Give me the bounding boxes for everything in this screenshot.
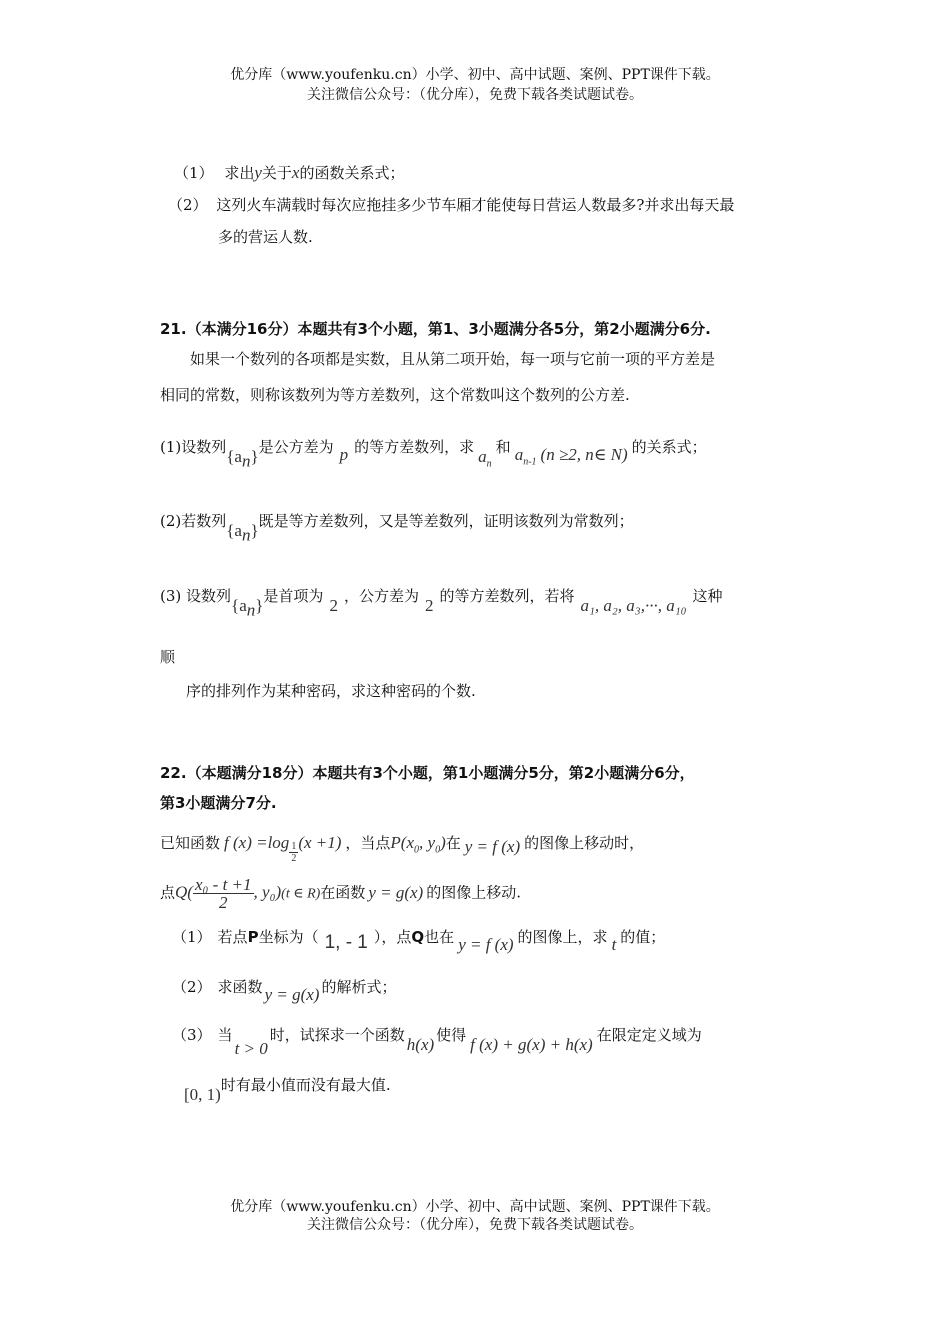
- q22-q-text: 点: [160, 883, 176, 902]
- q21-part1: [160, 436, 707, 471]
- q21-part3-shun: 顺: [160, 648, 176, 666]
- q21-part2-text: 既是等方差数列，又是等差数列，证明该数列为常数列；: [258, 512, 634, 530]
- q21-part2: [160, 510, 634, 545]
- q22-part1-text: 的值；: [620, 928, 666, 946]
- q21-part3: [160, 585, 723, 620]
- q21-part1-text: 的等方差数列，求: [354, 438, 475, 456]
- q22-given-text: 的图像上移动时，: [524, 834, 645, 852]
- q22-part1: [172, 926, 666, 954]
- point-Q: Q(: [175, 882, 193, 902]
- func-y-f: y = f (x): [458, 935, 514, 954]
- q22-part3: [172, 1024, 702, 1058]
- var-y: y: [254, 163, 262, 182]
- condition-t-positive: t > 0: [234, 1039, 268, 1058]
- q22-given: [160, 832, 645, 864]
- q20-part1-label: （1）: [174, 164, 214, 182]
- seq-an: $\{a_n\}$: [226, 521, 259, 545]
- q21-part2-text: (2)若数列: [160, 512, 227, 530]
- term-list: a₁, a₂, a₃,···, a₁₀: [580, 596, 687, 615]
- var-t: t: [611, 935, 617, 954]
- q22-part1-text: 若点: [217, 928, 248, 946]
- q22-part2-label: （2）: [172, 978, 212, 996]
- var-x: x: [291, 163, 300, 182]
- q22-given-text: 已知函数: [160, 834, 221, 852]
- term-an: $a_n$: [478, 447, 492, 470]
- seq-an: $\{a_n\}$: [231, 596, 264, 620]
- point-Q-label: Q: [411, 928, 425, 946]
- q22-title-1: 22.（本题满分18分）本题共有3个小题，第1小题满分5分，第2小题满分6分，: [160, 764, 695, 782]
- q22-given-text: 在: [445, 834, 461, 852]
- header-line-1: 优分库（www.youfenku.cn）小学、初中、高中试题、案例、PPT课件下载。: [230, 67, 720, 83]
- q21-title: 21.（本满分16分）本题共有3个小题，第1、3小题满分各5分，第2小题满分6分.: [160, 320, 711, 338]
- q21-part3-text: (3) 设数列: [160, 587, 232, 605]
- q22-part3-cont: [184, 1074, 391, 1104]
- q21-intro-1: 如果一个数列的各项都是实数，且从第二项开始，每一项与它前一项的平方差是: [190, 350, 716, 368]
- q21-part3-text: ，公方差为: [343, 587, 419, 605]
- func-y-f: y = f (x): [464, 837, 521, 856]
- q22-part1-label: （1）: [172, 928, 212, 946]
- q22-part1-text: 也在: [424, 928, 455, 946]
- func-sum: f (x) + g(x) + h(x): [470, 1035, 593, 1054]
- func-f-arg: (x +1): [298, 833, 342, 852]
- func-y-g: y = g(x): [264, 985, 320, 1004]
- q22-part3-label: （3）: [172, 1026, 212, 1044]
- footer-line-1: 优分库（www.youfenku.cn）小学、初中、高中试题、案例、PPT课件下载。: [230, 1199, 720, 1215]
- q22-q-text: 的图像上移动.: [426, 883, 521, 902]
- q22-part1-text: 的图像上，求: [517, 928, 608, 946]
- q20-part2-text: 这列火车满载时每次应拖挂多少节车厢才能使每日营运人数最多?并求出每天最: [216, 196, 735, 214]
- q-fraction: $\frac{\text{x₀ - t +1}}{2}$: [194, 875, 252, 912]
- q21-part1-text: 是公方差为: [258, 438, 334, 456]
- value-two: 2: [424, 596, 434, 615]
- point-Q-rest: , y₀): [253, 882, 282, 902]
- q22-part3-text: 当: [217, 1026, 233, 1044]
- q20-part1-text: 关于: [261, 164, 292, 182]
- q21-part1-text: 的关系式；: [631, 438, 707, 456]
- condition-n: (n ≥2, n∈ N): [540, 445, 628, 464]
- q21-intro-2: 相同的常数，则称该数列为等方差数列，这个常数叫这个数列的公方差.: [160, 386, 630, 404]
- func-f-def: f (x) =log: [224, 833, 290, 852]
- condition-t: (t ∈ R): [281, 886, 321, 902]
- term-an-1: $a_{n-1}$: [514, 445, 537, 468]
- q20-part2-cont: 多的营运人数.: [218, 228, 313, 246]
- point-P: $P(x_0$, $y_0$): [390, 833, 446, 856]
- coordinate-value: 1, - 1: [324, 932, 368, 953]
- q22-part3-text: 使得: [436, 1026, 467, 1044]
- q21-part3-cont: 序的排列作为某种密码，求这种密码的个数.: [186, 682, 476, 700]
- q22-part2-text: 求函数: [217, 978, 263, 996]
- footer-line-2: 关注微信公众号：（优分库），免费下载各类试题试卷。: [307, 1217, 643, 1233]
- q20-part2: [168, 194, 734, 215]
- seq-an: $\{a_n\}$: [226, 447, 259, 471]
- q22-part3-text: 时有最小值而没有最大值.: [220, 1076, 391, 1094]
- q22-given-text: ，当点: [345, 834, 391, 852]
- q22-part3-text: 时，试探求一个函数: [269, 1026, 405, 1044]
- q20-part1: [174, 162, 404, 183]
- q21-part3-text: 的等方差数列，若将: [439, 587, 575, 605]
- q22-part3-text: 在限定定义域为: [596, 1026, 702, 1044]
- q20-part1-text: 求出: [224, 164, 255, 182]
- q22-title-2: 第3小题满分7分.: [160, 794, 277, 812]
- interval: [0, 1): [184, 1085, 221, 1104]
- q22-q-text: 在函数: [320, 883, 366, 902]
- q22-part1-text: 坐标为（: [258, 928, 319, 946]
- q21-part1-text: 和: [495, 438, 511, 456]
- q22-point-q: [160, 876, 521, 911]
- q21-part1-text: (1)设数列: [160, 438, 227, 456]
- q20-part1-text: 的函数关系式；: [299, 164, 405, 182]
- q20-part2-label: （2）: [168, 196, 208, 214]
- value-two: 2: [329, 596, 338, 615]
- q22-part2-text: 的解析式；: [321, 978, 397, 996]
- header-line-2: 关注微信公众号：（优分库），免费下载各类试题试卷。: [307, 87, 643, 103]
- q22-part1-text: ），点: [373, 928, 412, 946]
- q21-part3-text: 这种: [692, 587, 723, 605]
- var-p: p: [339, 445, 349, 464]
- q21-part3-text: 是首项为: [263, 587, 324, 605]
- point-P-label: P: [247, 928, 259, 946]
- log-base: $\frac{1}{2}$: [291, 840, 297, 864]
- q22-part2: [172, 976, 397, 1004]
- func-y-g: y = g(x): [368, 882, 424, 902]
- func-h: h(x): [406, 1035, 435, 1054]
